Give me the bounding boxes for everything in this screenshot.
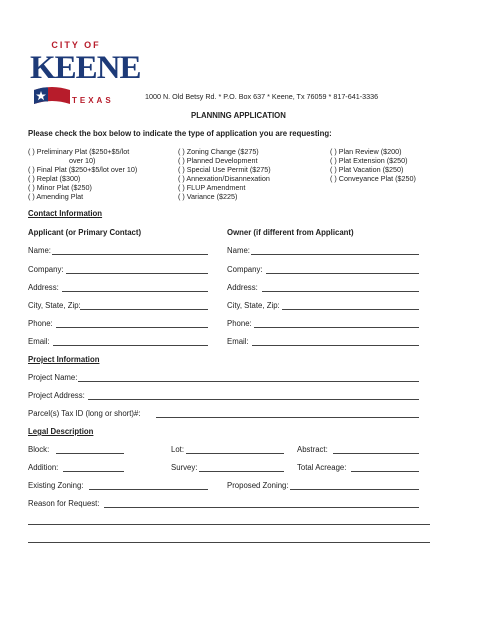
addition-field[interactable]: [63, 471, 124, 472]
option-conveyance-plat[interactable]: ( ) Conveyance Plat ($250): [330, 174, 416, 183]
option-annexation[interactable]: ( ) Annexation/Disannexation: [178, 174, 270, 183]
applicant-company-label: Company:: [28, 265, 64, 274]
option-zoning-change[interactable]: ( ) Zoning Change ($275): [178, 147, 259, 156]
reason-field-line-3[interactable]: [28, 542, 430, 543]
lot-label: Lot:: [171, 445, 185, 454]
owner-heading: Owner (if different from Applicant): [227, 228, 354, 237]
applicant-email-field[interactable]: [53, 345, 208, 346]
reason-label: Reason for Request:: [28, 499, 100, 508]
parcel-tax-id-field[interactable]: [156, 417, 419, 418]
logo-city-of: CITY OF: [51, 40, 101, 50]
applicant-name-label: Name:: [28, 246, 51, 255]
option-plan-review[interactable]: ( ) Plan Review ($200): [330, 147, 402, 156]
owner-phone-field[interactable]: [254, 327, 419, 328]
applicant-email-label: Email:: [28, 337, 50, 346]
applicant-heading: Applicant (or Primary Contact): [28, 228, 142, 237]
owner-email-label: Email:: [227, 337, 249, 346]
applicant-address-label: Address:: [28, 283, 59, 292]
parcel-tax-id-label: Parcel(s) Tax ID (long or short)#:: [28, 409, 141, 418]
total-acreage-field[interactable]: [351, 471, 419, 472]
abstract-label: Abstract:: [297, 445, 328, 454]
project-name-field[interactable]: [78, 381, 419, 382]
survey-label: Survey:: [171, 463, 198, 472]
existing-zoning-label: Existing Zoning:: [28, 481, 84, 490]
city-logo: [28, 40, 141, 112]
option-amending-plat[interactable]: ( ) Amending Plat: [28, 192, 84, 201]
texas-flag-icon: [34, 84, 70, 106]
applicant-phone-field[interactable]: [56, 327, 208, 328]
option-minor-plat[interactable]: ( ) Minor Plat ($250): [28, 183, 92, 192]
option-special-use-permit[interactable]: ( ) Special Use Permit ($275): [178, 165, 271, 174]
applicant-address-field[interactable]: [62, 291, 208, 292]
owner-address-label: Address:: [227, 283, 258, 292]
owner-email-field[interactable]: [252, 345, 419, 346]
option-preliminary-plat[interactable]: ( ) Preliminary Plat ($250+$5/lot: [28, 147, 130, 156]
block-field[interactable]: [56, 453, 124, 454]
option-plat-extension[interactable]: ( ) Plat Extension ($250): [330, 156, 408, 165]
reason-field-line-2[interactable]: [28, 524, 430, 525]
addition-label: Addition:: [28, 463, 59, 472]
option-flup-amendment[interactable]: ( ) FLUP Amendment: [178, 183, 246, 192]
survey-field[interactable]: [199, 471, 284, 472]
existing-zoning-field[interactable]: [89, 489, 208, 490]
owner-phone-label: Phone:: [227, 319, 252, 328]
contact-heading: Contact Information: [28, 209, 103, 218]
owner-company-label: Company:: [227, 265, 263, 274]
owner-csz-label: City, State, Zip:: [227, 301, 280, 310]
owner-csz-field[interactable]: [282, 309, 419, 310]
owner-name-label: Name:: [227, 246, 250, 255]
logo-keene: KEENE: [30, 50, 141, 86]
abstract-field[interactable]: [333, 453, 419, 454]
applicant-name-field[interactable]: [52, 254, 208, 255]
project-address-label: Project Address:: [28, 391, 85, 400]
logo-texas: TEXAS: [72, 96, 114, 105]
option-planned-development[interactable]: ( ) Planned Development: [178, 156, 258, 165]
instructions: Please check the box below to indicate the type of application you are requesting:: [28, 129, 332, 138]
legal-heading: Legal Description: [28, 427, 94, 436]
applicant-csz-label: City, State, Zip:: [28, 301, 81, 310]
applicant-csz-field[interactable]: [80, 309, 208, 310]
project-heading: Project Information: [28, 355, 100, 364]
owner-company-field[interactable]: [266, 273, 419, 274]
option-variance[interactable]: ( ) Variance ($225): [178, 192, 238, 201]
office-address: 1000 N. Old Betsy Rd. * P.O. Box 637 * Keene, Tx 76059 * 817-641-3336: [145, 92, 379, 101]
reason-field-line-1[interactable]: [104, 507, 419, 508]
total-acreage-label: Total Acreage:: [297, 463, 347, 472]
project-name-label: Project Name:: [28, 373, 78, 382]
applicant-phone-label: Phone:: [28, 319, 53, 328]
form-title: PLANNING APPLICATION: [191, 111, 286, 120]
option-final-plat[interactable]: ( ) Final Plat ($250+$5/lot over 10): [28, 165, 138, 174]
lot-field[interactable]: [186, 453, 284, 454]
proposed-zoning-label: Proposed Zoning:: [227, 481, 289, 490]
option-plat-vacation[interactable]: ( ) Plat Vacation ($250): [330, 165, 404, 174]
proposed-zoning-field[interactable]: [290, 489, 419, 490]
owner-name-field[interactable]: [251, 254, 419, 255]
option-preliminary-plat-cont: over 10): [69, 156, 96, 165]
applicant-company-field[interactable]: [66, 273, 208, 274]
option-replat[interactable]: ( ) Replat ($300): [28, 174, 81, 183]
block-label: Block:: [28, 445, 50, 454]
owner-address-field[interactable]: [262, 291, 419, 292]
project-address-field[interactable]: [88, 399, 419, 400]
